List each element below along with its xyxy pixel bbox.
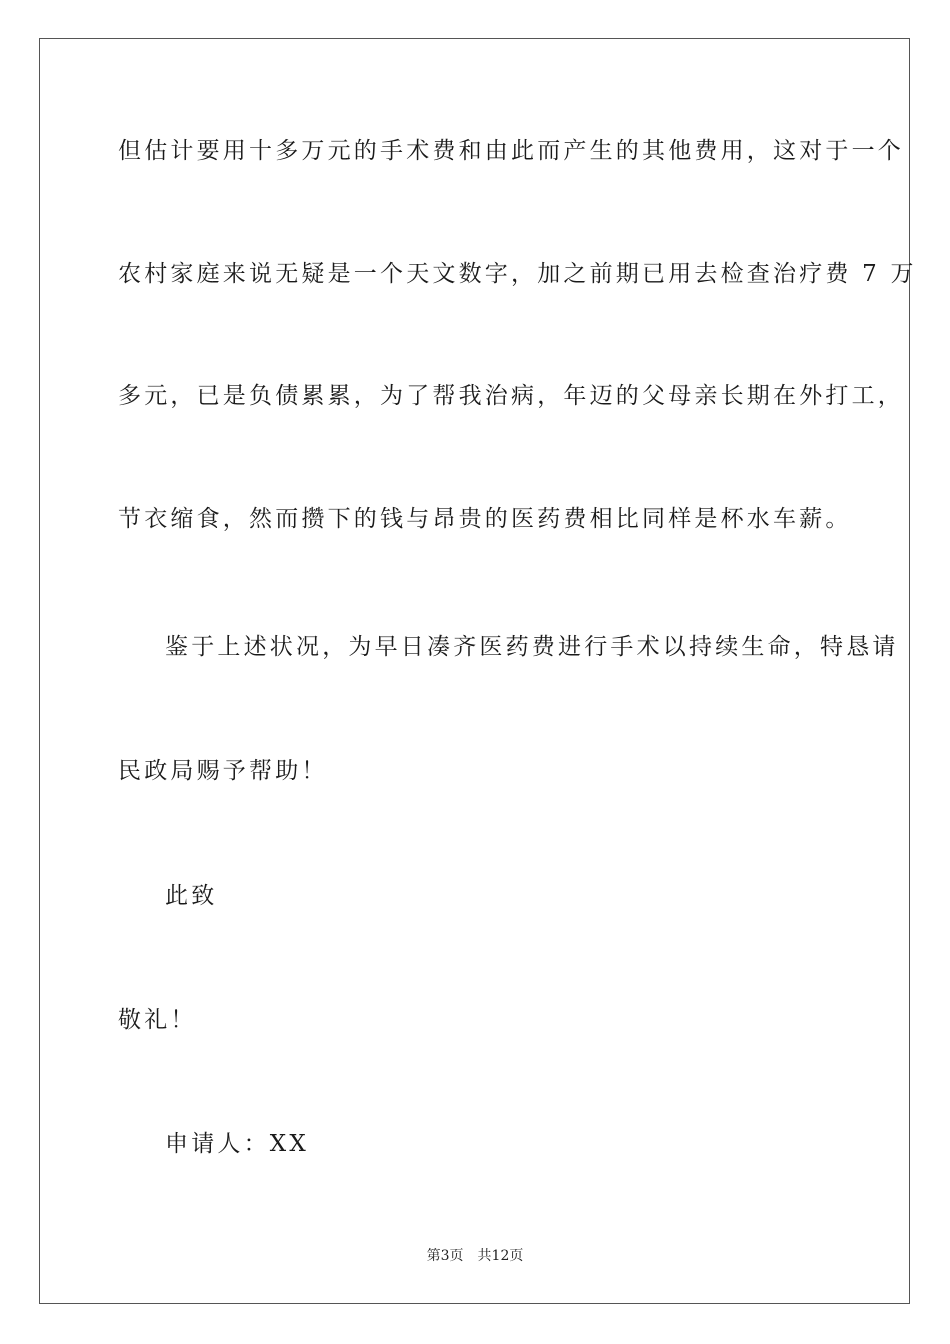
page-footer [0, 1246, 950, 1266]
body-text-line: 多元，已是负债累累，为了帮我治病，年迈的父母亲长期在外打工， [118, 383, 904, 409]
body-text-line: 民政局赐予帮助！ [118, 758, 328, 784]
closing-regards: 敬礼！ [118, 1007, 197, 1033]
page-number: 第3页 [426, 1248, 464, 1264]
body-text-line: 节衣缩食，然而攒下的钱与昂贵的医药费相比同样是杯水车薪。 [118, 506, 852, 532]
body-text-line: 农村家庭来说无疑是一个天文数字，加之前期已用去检查治疗费 7 万 [118, 261, 917, 287]
closing-salutation: 此致 [165, 883, 218, 909]
applicant-signature: 申请人：XX [165, 1131, 309, 1157]
body-text-line: 鉴于上述状况，为早日凑齐医药费进行手术以持续生命，特恳请 [165, 634, 899, 660]
page-total: 共12页 [477, 1248, 524, 1264]
body-text-line: 但估计要用十多万元的手术费和由此而产生的其他费用，这对于一个 [118, 138, 904, 164]
page-border [39, 38, 910, 1304]
